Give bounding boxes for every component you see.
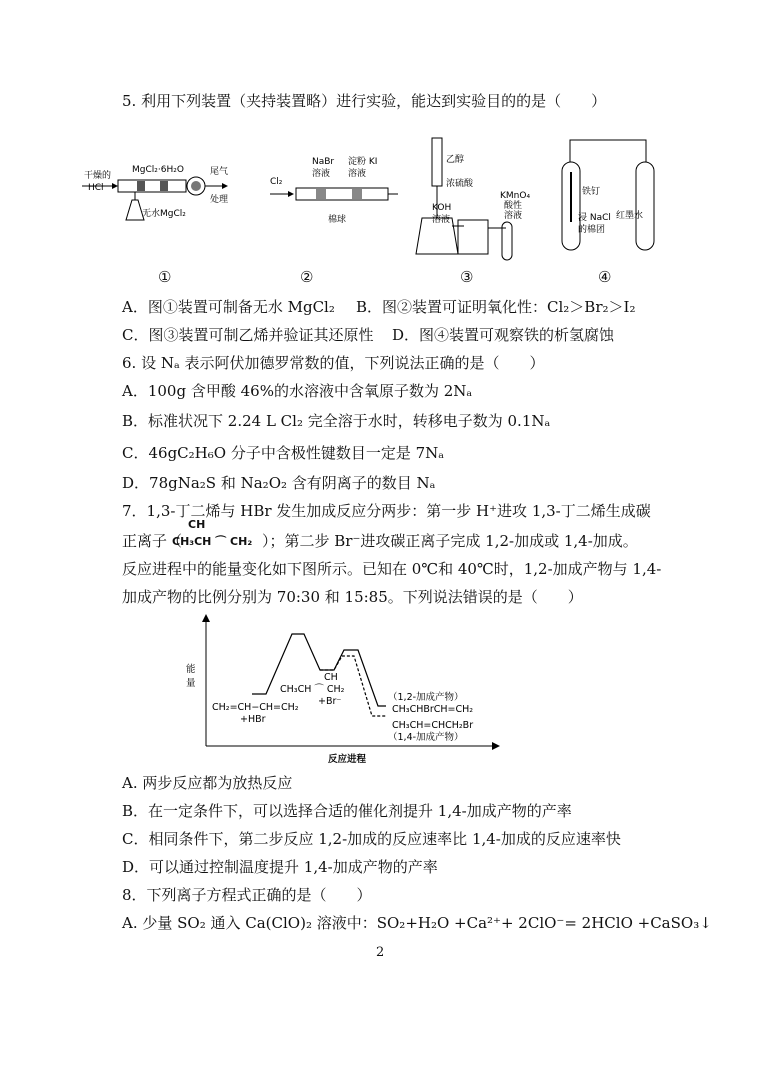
fig2-label-ki1: 淀粉 KI (348, 157, 378, 167)
fig4-label-nail: 铁钉 (582, 187, 601, 197)
page-number: 2 (376, 945, 385, 960)
fig3-label-kmno4-2: 酸性 (504, 201, 523, 211)
figure-1-apparatus (82, 150, 232, 258)
q7-option-d: D．可以通过控制温度提升 1,4-加成产物的产率 (122, 858, 438, 876)
q7-line4: 加成产物的比例分别为 70:30 和 15:85。下列说法错误的是（ ） (122, 588, 583, 606)
q5-option-a: A．图①装置可制备无水 MgCl₂ (122, 298, 335, 316)
q7-ion-top: CH (188, 518, 206, 531)
fig4-label-soak2: 的棉团 (578, 225, 606, 235)
q7-line3: 反应进程中的能量变化如下图所示。已知在 0℃和 40℃时，1,2-加成产物与 1,4- (122, 560, 662, 578)
fig3-label-kmno4-1: KMnO₄ (500, 191, 531, 201)
q7-ion-bottom: CH₃CH ⌒ CH₂ (172, 535, 253, 548)
q7-line2a: 正离子（ (122, 532, 183, 550)
q6-option-c: C．46gC₂H₆O 分子中含极性键数目一定是 7Nₐ (122, 444, 445, 462)
fig1-label-product: 无水MgCl₂ (142, 209, 186, 219)
diagram-intermediate-mid: CH₃CH ⌒ CH₂ (280, 684, 345, 695)
fig3-label-koh2: 溶液 (432, 215, 451, 225)
fig3-label-ethanol: 乙醇 (446, 155, 465, 165)
fig1-label-salt: MgCl₂·6H₂O (132, 165, 184, 175)
figure-2-apparatus (268, 150, 398, 258)
diagram-ylabel-2: 量 (186, 678, 196, 689)
diagram-reactant2: +HBr (240, 714, 266, 725)
q5-option-d: D．图④装置可观察铁的析氢腐蚀 (392, 326, 615, 344)
diagram-prod12-label: （1,2-加成产物） (388, 692, 464, 703)
q6-option-b: B．标准状况下 2.24 L Cl₂ 完全溶于水时，转移电子数为 0.1Nₐ (122, 412, 551, 430)
fig2-label-nabr2: 溶液 (312, 169, 331, 179)
diagram-reactant1: CH₂=CH−CH=CH₂ (212, 702, 299, 713)
fig-num-3: ③ (460, 268, 474, 286)
diagram-prod12: CH₃CHBrCH=CH₂ (392, 704, 474, 715)
fig1-label-dry: 干燥的 (84, 171, 112, 181)
fig-num-2: ② (300, 268, 314, 286)
fig3-label-acid: 浓硫酸 (446, 179, 474, 189)
energy-diagram (182, 612, 512, 772)
fig4-label-ink: 红墨水 (616, 211, 644, 221)
q6-option-a: A．100g 含甲酸 46%的水溶液中含氧原子数为 2Nₐ (122, 382, 473, 400)
fig2-label-cotton: 棉球 (328, 215, 347, 225)
diagram-prod14-label: （1,4-加成产物） (388, 732, 464, 743)
fig-num-4: ④ (598, 268, 612, 286)
q5-option-c: C．图③装置可制乙烯并验证其还原性 (122, 326, 374, 344)
diagram-ylabel-1: 能 (186, 664, 196, 675)
fig2-label-ki2: 溶液 (348, 169, 367, 179)
q7-option-c: C．相同条件下，第二步反应 1,2-加成的反应速率比 1,4-加成的反应速率快 (122, 830, 621, 848)
q8-option-a: A. 少量 SO₂ 通入 Ca(ClO)₂ 溶液中：SO₂+H₂O +Ca²⁺+ 2ClO⁻= 2HClO +CaSO₃↓ (122, 914, 712, 932)
q7-option-b: B．在一定条件下，可以选择合适的催化剂提升 1,4-加成产物的产率 (122, 802, 572, 820)
q7-option-a: A. 两步反应都为放热反应 (122, 774, 293, 792)
fig2-label-nabr1: NaBr (312, 157, 335, 167)
q7-line2b: ）；第二步 Br⁻进攻碳正离子完成 1,2-加成或 1,4-加成。 (262, 532, 638, 550)
fig1-label-hcl: HCl (88, 183, 104, 193)
diagram-prod14: CH₃CH=CHCH₂Br (392, 720, 474, 731)
fig2-label-cl2: Cl₂ (270, 177, 283, 187)
diagram-xlabel: 反应进程 (328, 754, 367, 765)
q6-stem: 6. 设 Nₐ 表示阿伏加德罗常数的值，下列说法正确的是（ ） (122, 354, 545, 372)
q6-option-d: D．78gNa₂S 和 Na₂O₂ 含有阴离子的数目 Nₐ (122, 474, 436, 492)
fig3-label-koh1: KOH (432, 203, 452, 213)
fig-num-1: ① (158, 268, 172, 286)
figure-4-apparatus (556, 132, 666, 254)
fig3-label-kmno4-3: 溶液 (504, 211, 523, 221)
fig4-label-soak1: 浸 NaCl (578, 213, 611, 223)
fig1-label-tail1: 尾气 (210, 167, 229, 177)
q7-line1: 7．1,3-丁二烯与 HBr 发生加成反应分两步：第一步 H⁺进攻 1,3-丁二烯生成碳 (122, 502, 651, 520)
diagram-intermediate-top: CH (324, 672, 338, 683)
q5-stem: 5. 利用下列装置（夹持装置略）进行实验，能达到实验目的的是（ ） (122, 92, 607, 110)
diagram-intermediate-br: +Br⁻ (318, 696, 342, 707)
fig1-label-tail2: 处理 (210, 195, 229, 205)
q5-option-b: B．图②装置可证明氧化性：Cl₂＞Br₂＞I₂ (356, 298, 636, 316)
q8-stem: 8．下列离子方程式正确的是（ ） (122, 886, 372, 904)
figure-3-apparatus (402, 128, 542, 266)
